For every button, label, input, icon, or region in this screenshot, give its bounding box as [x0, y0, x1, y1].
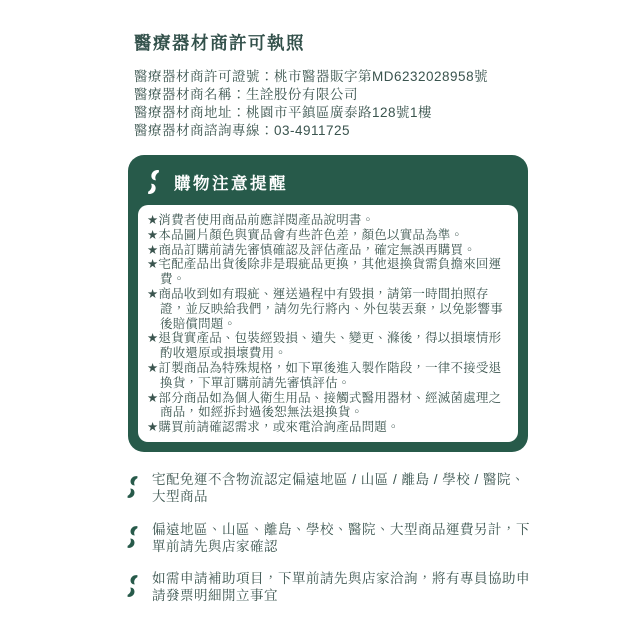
page-title: 醫療器材商許可執照 [134, 33, 305, 53]
brand-logo-icon [122, 474, 143, 500]
notice-title: 購物注意提醒 [174, 175, 288, 193]
footnote-remote-area-fee [122, 521, 532, 556]
notice-item: ★部分商品如為個人衛生用品、接觸式醫用器材、經滅菌處理之商品，如經拆封過後恕無法退換貨。 [147, 390, 502, 420]
notice-item: ★消費者使用商品前應詳閱產品說明書。 [147, 213, 375, 227]
brand-logo-icon [122, 524, 143, 550]
footnote-text: 偏遠地區、山區、離島、學校、醫院、大型商品運費另計，下單前請先與店家確認 [152, 521, 530, 555]
footnotes [122, 471, 530, 605]
license-number-line: 醫療器材商許可證號：桃市醫器販字第MD6232028958號 [134, 69, 489, 84]
notice-item: ★購買前請確認需求，或來電洽詢產品問題。 [147, 420, 400, 435]
footnote-text: 如需申請補助項目，下單前請先與店家洽詢，將有專員協助申請發票明細開立事宜 [152, 570, 530, 604]
vendor-name-line: 醫療器材商名稱：生詮股份有限公司 [134, 87, 358, 102]
notice-item: ★退貨實產品、包裝經毀損、遺失、變更、滌後，得以損壞情形酌收還原或損壞費用。 [147, 331, 502, 361]
shopping-notice-box [128, 155, 528, 452]
vendor-hotline-line: 醫療器材商諮詢專線：03-4911725 [134, 123, 351, 138]
vendor-address-line: 醫療器材商地址：桃園市平鎮區廣泰路128號1樓 [134, 105, 433, 120]
notice-item: ★商品收到如有瑕疵、運送過程中有毀損，請第一時間拍照存證，並反映給我們，請勿先行將內、外包裝丟棄，以免影響事後賠償問題。 [147, 286, 503, 331]
notice-header [138, 164, 518, 205]
page-content [128, 30, 530, 605]
notice-item: ★宅配產品出貨後除非是瑕疵品更換，其他退換貨需負擔來回運費。 [147, 257, 502, 287]
footnote-subsidy-application [122, 570, 532, 605]
notice-item: ★商品訂購前請先審慎確認及評估產品，確定無誤再購買。 [147, 242, 476, 257]
footnote-free-shipping-exclusions [122, 471, 532, 506]
brand-logo-icon [122, 573, 143, 599]
brand-logo-icon [142, 168, 165, 196]
notice-item: ★本品圖片顏色與實品會有些許色差，顏色以實品為準。 [147, 227, 464, 242]
footnote-text: 宅配免運不含物流認定偏遠地區 / 山區 / 離島 / 學校 / 醫院、大型商品 [152, 471, 526, 505]
license-info-block [134, 68, 530, 140]
notice-panel [138, 205, 518, 442]
notice-item: ★訂製商品為特殊規格，如下單後進入製作階段，一律不接受退換貨，下單訂購前請先審慎評估。 [147, 360, 502, 390]
